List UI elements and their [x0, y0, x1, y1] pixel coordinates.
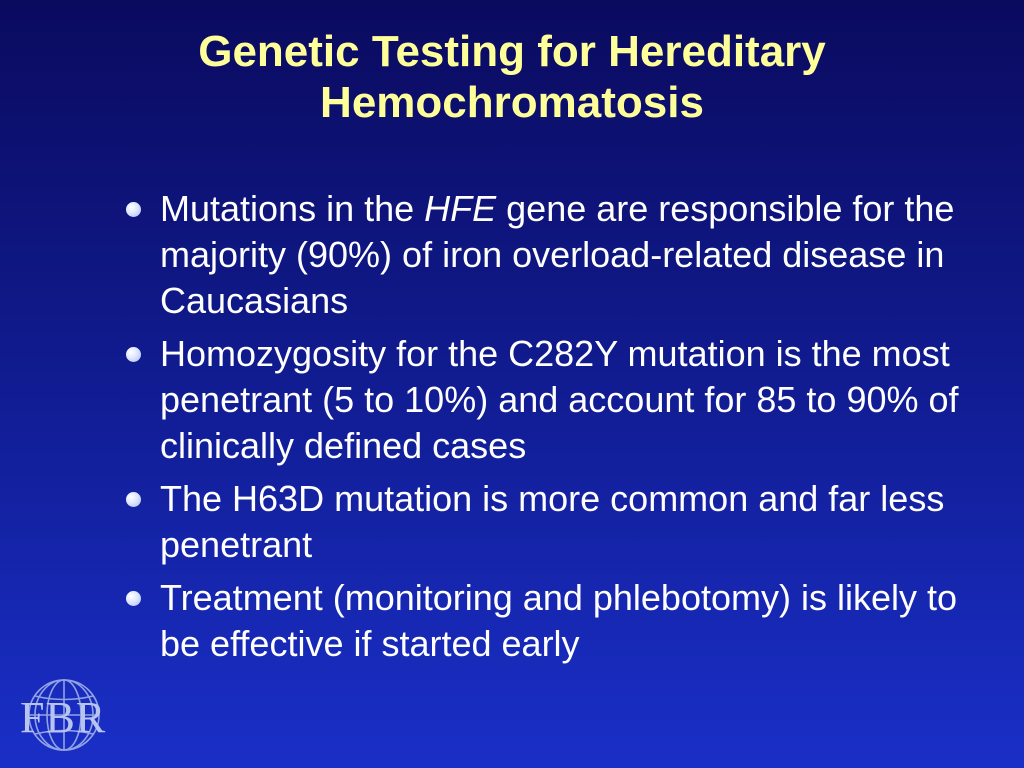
bullet-text-hfe-gene: HFE — [424, 188, 497, 229]
bullet-dot-icon — [126, 591, 141, 606]
bullet-text-h63d: The H63D mutation is more common and far less penetrant — [160, 478, 945, 565]
bullet-dot-icon — [126, 492, 141, 507]
bullet-item-hfe — [122, 186, 1002, 324]
slide-title — [0, 26, 1024, 128]
fbr-logo-text: FBR — [20, 693, 107, 742]
bullet-list — [122, 186, 1002, 674]
bullet-text-treatment: Treatment (monitoring and phlebotomy) is likely to be effective if started early — [160, 577, 958, 664]
bullet-dot-icon — [126, 347, 141, 362]
bullet-item-c282y — [122, 331, 1002, 469]
bullet-dot-icon — [126, 202, 141, 217]
bullet-text-c282y: Homozygosity for the C282Y mutation is the most penetrant (5 to 10%) and account for 85 to 90% of clinically defined cases — [160, 333, 959, 466]
slide-title-line-1: Genetic Testing for Hereditary — [198, 27, 826, 76]
bullet-text-hfe-after: gene are responsible for the majority (90%) of iron overload-related disease in Caucasians — [160, 188, 955, 321]
slide-title-line-2: Hemochromatosis — [320, 78, 704, 127]
bullet-item-h63d — [122, 476, 1002, 568]
bullet-item-treatment — [122, 575, 1002, 667]
bullet-text-hfe-before: Mutations in the — [160, 188, 425, 229]
fbr-logo — [14, 675, 130, 755]
